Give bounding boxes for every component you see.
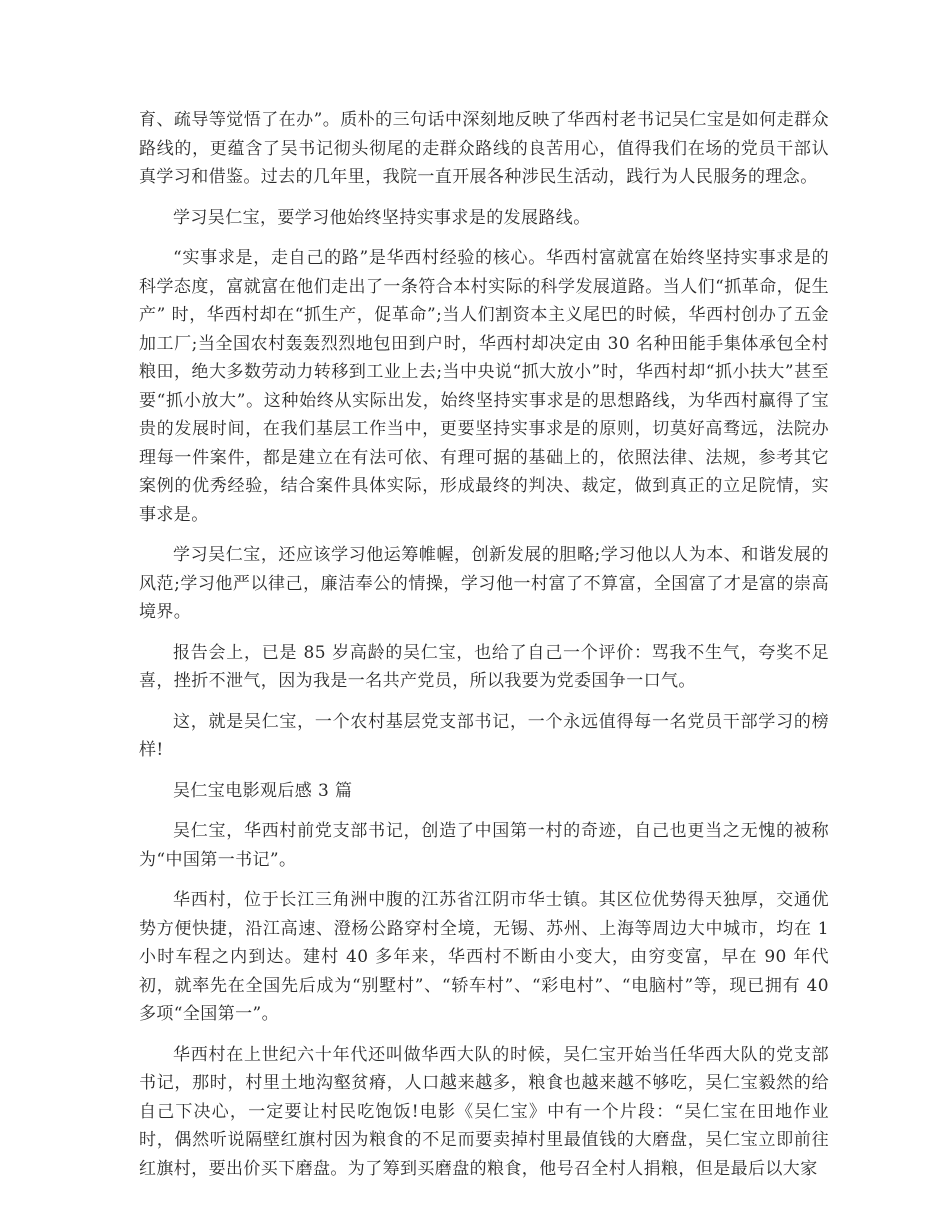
document-body	[139, 106, 829, 1195]
paragraph-role-model: 这，就是吴仁宝，一个农村基层党支部书记，一个永远值得每一名党员干部学习的榜样!	[139, 711, 829, 760]
paragraph-learning-strategy: 学习吴仁宝，还应该学习他运筹帷幄，创新发展的胆略;学习他以人为本、和谐发展的风范;学习他严以律己，廉洁奉公的情操，学习他一村富了不算富，全国富了才是富的崇高境界。	[139, 545, 829, 622]
paragraph-seek-truth: “实事求是，走自己的路”是华西村经验的核心。华西村富就富在始终坚持实事求是的科学态度，富就富在他们走出了一条符合本村实际的科学发展道路。当人们“抓革命，促生产” 时，华西村却在“抓生产，促革命”;当人们割资本主义尾巴的时候，华西村创办了五金加工厂;当全国农村轰轰烈烈地包田到户时，华西村却决定由 30 名种田能手集体承包全村粮田，绝大多数劳动力转移到工业上去;当中央说“抓大放小”时，华西村却“抓小扶大”甚至要“抓小放大”。这种始终从实际出发，始终坚持实事求是的思想路线，为华西村赢得了宝贵的发展时间，在我们基层工作当中，更要坚持实事求是的原则，切莫好高骛远，法院办理每一件案件，都是建立在有法可依、有理可据的基础上的，依照法律、法规，参考其它案例的优秀经验，结合案件具体实际，形成最终的判决、裁定，做到真正的立足院情，实事求是。	[139, 248, 829, 525]
paragraph-intro: 吴仁宝，华西村前党支部书记，创造了中国第一村的奇迹，自己也更当之无愧的被称为“中国第一书记”。	[139, 821, 829, 870]
paragraph-huaxi-village: 华西村，位于长江三角洲中腹的江苏省江阴市华士镇。其区位优势得天独厚，交通优势方便快捷，沿江高速、澄杨公路穿村全境，无锡、苏州、上海等周边大中城市，均在 1 小时车程之内到达。建村 40 多年来，华西村不断由小变大，由穷变富，早在 90 年代初，就率先在全国先后成为“别墅村”、“轿车村”、“彩电村”、“电脑村”等，现已拥有 40 多项“全国第一”。	[139, 890, 829, 1024]
paragraph-learning-practical: 学习吴仁宝，要学习他始终坚持实事求是的发展路线。	[173, 207, 591, 228]
paragraph-continuation: 育、疏导等觉悟了在办”。质朴的三句话中深刻地反映了华西村老书记吴仁宝是如何走群众路线的，更蕴含了吴书记彻头彻尾的走群众路线的良苦用心，值得我们在场的党员干部认真学习和借鉴。过去的几年里，我院一直开展各种涉民生活动，践行为人民服务的理念。	[139, 110, 829, 187]
paragraph-self-evaluation: 报告会上，已是 85 岁高龄的吴仁宝，也给了自己一个评价：骂我不生气，夸奖不足喜，挫折不泄气，因为我是一名共产党员，所以我要为党委国争一口气。	[139, 642, 829, 691]
paragraph-history: 华西村在上世纪六十年代还叫做华西大队的时候，吴仁宝开始当任华西大队的党支部书记，那时，村里土地沟壑贫瘠，人口越来越多，粮食也越来越不够吃，吴仁宝毅然的给自己下决心，一定要让村民吃饱饭!电影《吴仁宝》中有一个片段：“吴仁宝在田地作业时，偶然听说隔壁红旗村因为粮食的不足而要卖掉村里最值钱的大磨盘，吴仁宝立即前往红旗村，要出价买下磨盘。为了筹到买磨盘的粮食，他号召全村人捐粮，但是最后以大家	[139, 1044, 829, 1179]
section-heading: 吴仁宝电影观后感 3 篇	[173, 780, 353, 801]
